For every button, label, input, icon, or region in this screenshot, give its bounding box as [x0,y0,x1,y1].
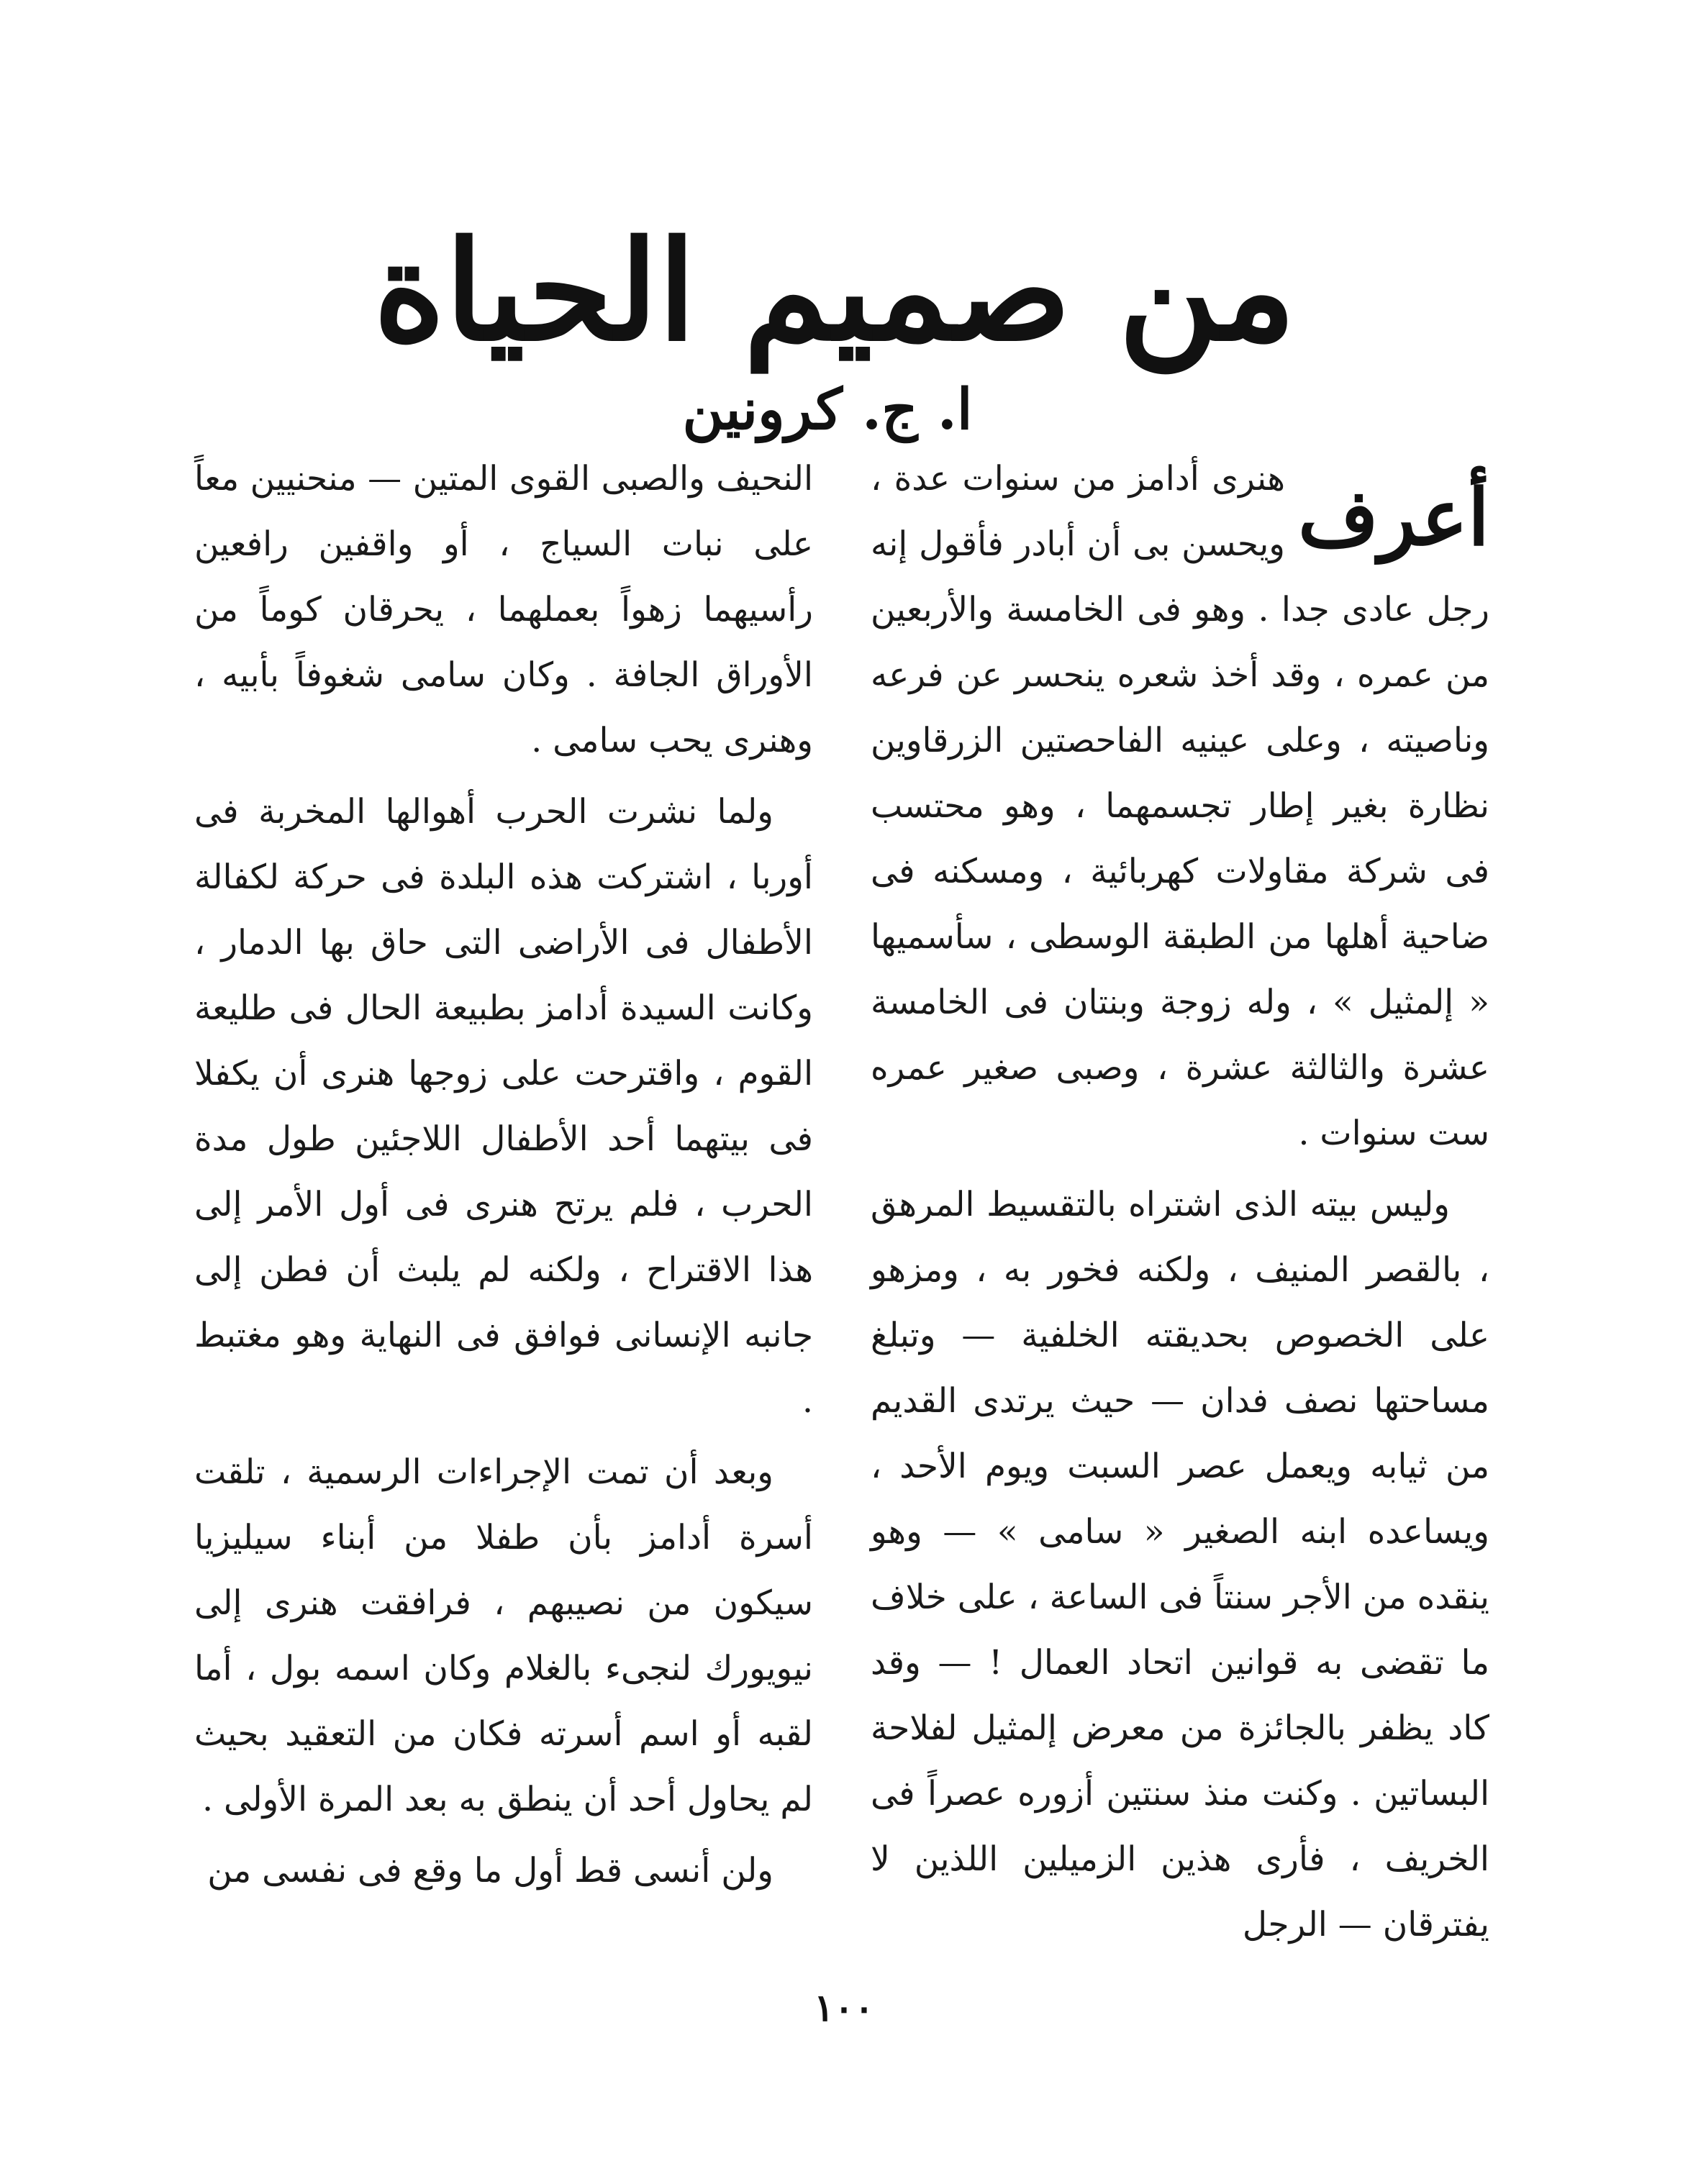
paragraph: وليس بيته الذى اشتراه بالتقسيط المرهق ، بالقصر المنيف ، ولكنه فخور به ، ومزهو على الخصوص بحديقته الخلفية — وتبلغ مساحتها نصف فدان — حيث يرتدى القديم من ثيابه ويعمل عصر السبت ويوم الأحد ، ويساعده ابنه الصغير « سامى » — وهو ينقده من الأجر سنتاً فى الساعة ، على خلاف ما تقضى به قوانين اتحاد العمال ! — وقد كاد يظفر بالجائزة من معرض إلمثيل لفلاحة البساتين . وكنت منذ سنتين أزوره عصراً فى الخريف ، فأرى هذين الزميلين اللذين لا يفترقان — الرجل [871,1185,1489,1944]
drop-cap-word: أعرف [1298,473,1489,563]
article-title: من صميم الحياة [373,211,1296,371]
paragraph: النحيف والصبى القوى المتين — منحنيين معاً على نبات السياج ، أو واقفين رافعين رأسيهما زهواً بعملهما ، يحرقان كوماً من الأوراق الجافة . وكان سامى شغوفاً بأبيه ، وهنرى يحب سامى . [194,459,813,760]
article-author: ا. ج. كرونين [682,377,973,442]
paragraph: ولما نشرت الحرب أهوالها المخربة فى أوربا ، اشتركت هذه البلدة فى حركة لكفالة الأطفال فى الأراضى التى حاق بها الدمار ، وكانت السيدة أدامز بطبيعة الحال فى طليعة القوم ، واقترحت على زوجها هنرى أن يكفلا فى بيتهما أحد الأطفال اللاجئين طول مدة الحرب ، فلم يرتح هنرى فى أول الأمر إلى هذا الاقتراح ، ولكنه لم يلبث أن فطن إلى جانبه الإنسانى فوافق فى النهاية وهو مغتبط . [194,792,813,1421]
paragraph-text: هنرى أدامز من سنوات عدة ، ويحسن بى أن أبادر فأقول إنه رجل عادى جدا . وهو فى الخامسة والأربعين من عمره ، وقد أخذ شعره ينحسر عن فرعه وناصيته ، وعلى عينيه الفاحصتين الزرقاوين نظارة بغير إطار تجسمهما ، وهو محتسب فى شركة مقاولات كهربائية ، ومسكنه فى ضاحية أهلها من الطبقة الوسطى ، سأسميها « إلمثيل » ، وله زوجة وبنتان فى الخامسة عشرة والثالثة عشرة ، وصبى صغير عمره ست سنوات . [871,459,1489,1153]
text-column-left [194,446,813,1978]
paragraph [871,446,1489,1166]
page-number: ١٠٠ [814,1986,874,2030]
paragraph: ولن أنسى قط أول ما وقع فى نفسى من [207,1851,773,1890]
text-column-right [871,446,1489,1978]
paragraph: وبعد أن تمت الإجراءات الرسمية ، تلقت أسرة أدامز بأن طفلا من أبناء سيليزيا سيكون من نصيبهم ، فرافقت هنرى إلى نيويورك لنجىء بالغلام وكان اسمه بول ، أما لقبه أو اسم أسرته فكان من التعقيد بحيث لم يحاول أحد أن ينطق به بعد المرة الأولى . [194,1452,813,1819]
